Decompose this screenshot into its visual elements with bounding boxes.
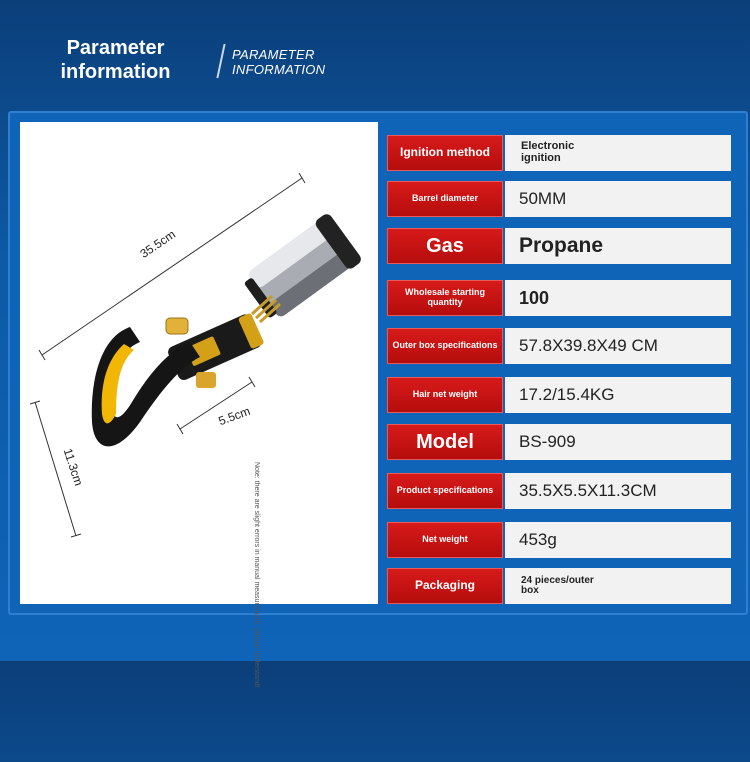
width-dimension: 5.5cm [216, 403, 253, 429]
product-photo [20, 122, 378, 688]
spec-label: Gas [387, 228, 503, 264]
spec-row-gas [385, 228, 730, 264]
spec-row-net-weight [385, 522, 730, 558]
header [0, 0, 750, 100]
spec-row-outer-box [385, 328, 730, 364]
spec-value [505, 135, 731, 171]
spec-value: 100 [505, 280, 731, 316]
height-dimension: 11.3cm [60, 446, 86, 488]
spec-label: Barrel diameter [387, 181, 503, 217]
spec-row-product-spec [385, 473, 730, 509]
subtitle-line-2: INFORMATION [232, 62, 326, 77]
spec-value: BS-909 [505, 424, 731, 460]
page-title: Parameter information [60, 37, 171, 83]
spec-row-barrel [385, 181, 730, 217]
spec-row-packaging [385, 568, 730, 604]
spec-row-ignition [385, 135, 730, 171]
blowtorch-icon [20, 122, 378, 604]
spec-label: Product specifications [387, 473, 503, 509]
spec-row-quantity [385, 280, 730, 316]
spec-value: 35.5X5.5X11.3CM [505, 473, 731, 509]
spec-label: Packaging [387, 568, 503, 604]
spec-value: 17.2/15.4KG [505, 377, 731, 413]
page-subtitle [232, 47, 325, 77]
subtitle-line-1: PARAMETER [232, 47, 315, 62]
spec-value [505, 568, 731, 604]
spec-value: 57.8X39.8X49 CM [505, 328, 731, 364]
spec-label: Net weight [387, 522, 503, 558]
spec-row-gross-weight [385, 377, 730, 413]
spec-label: Outer box specifications [387, 328, 503, 364]
spec-value: 453g [505, 522, 731, 558]
spec-label: Ignition method [387, 135, 503, 171]
spec-row-model [385, 424, 730, 460]
spec-value-text: Electronic ignition [521, 140, 575, 164]
spec-value: Propane [505, 228, 731, 264]
measurement-note: Note: there are slight errors in manual measurement, please understand! [253, 462, 260, 688]
spec-value: 50MM [505, 181, 731, 217]
spec-label: Wholesale starting quantity [387, 280, 503, 316]
length-dimension: 35.5cm [137, 227, 178, 261]
spec-label: Model [387, 424, 503, 460]
spec-label: Hair net weight [387, 377, 503, 413]
spec-value-text: 24 pieces/outer box [521, 574, 594, 596]
title-divider [216, 44, 225, 78]
